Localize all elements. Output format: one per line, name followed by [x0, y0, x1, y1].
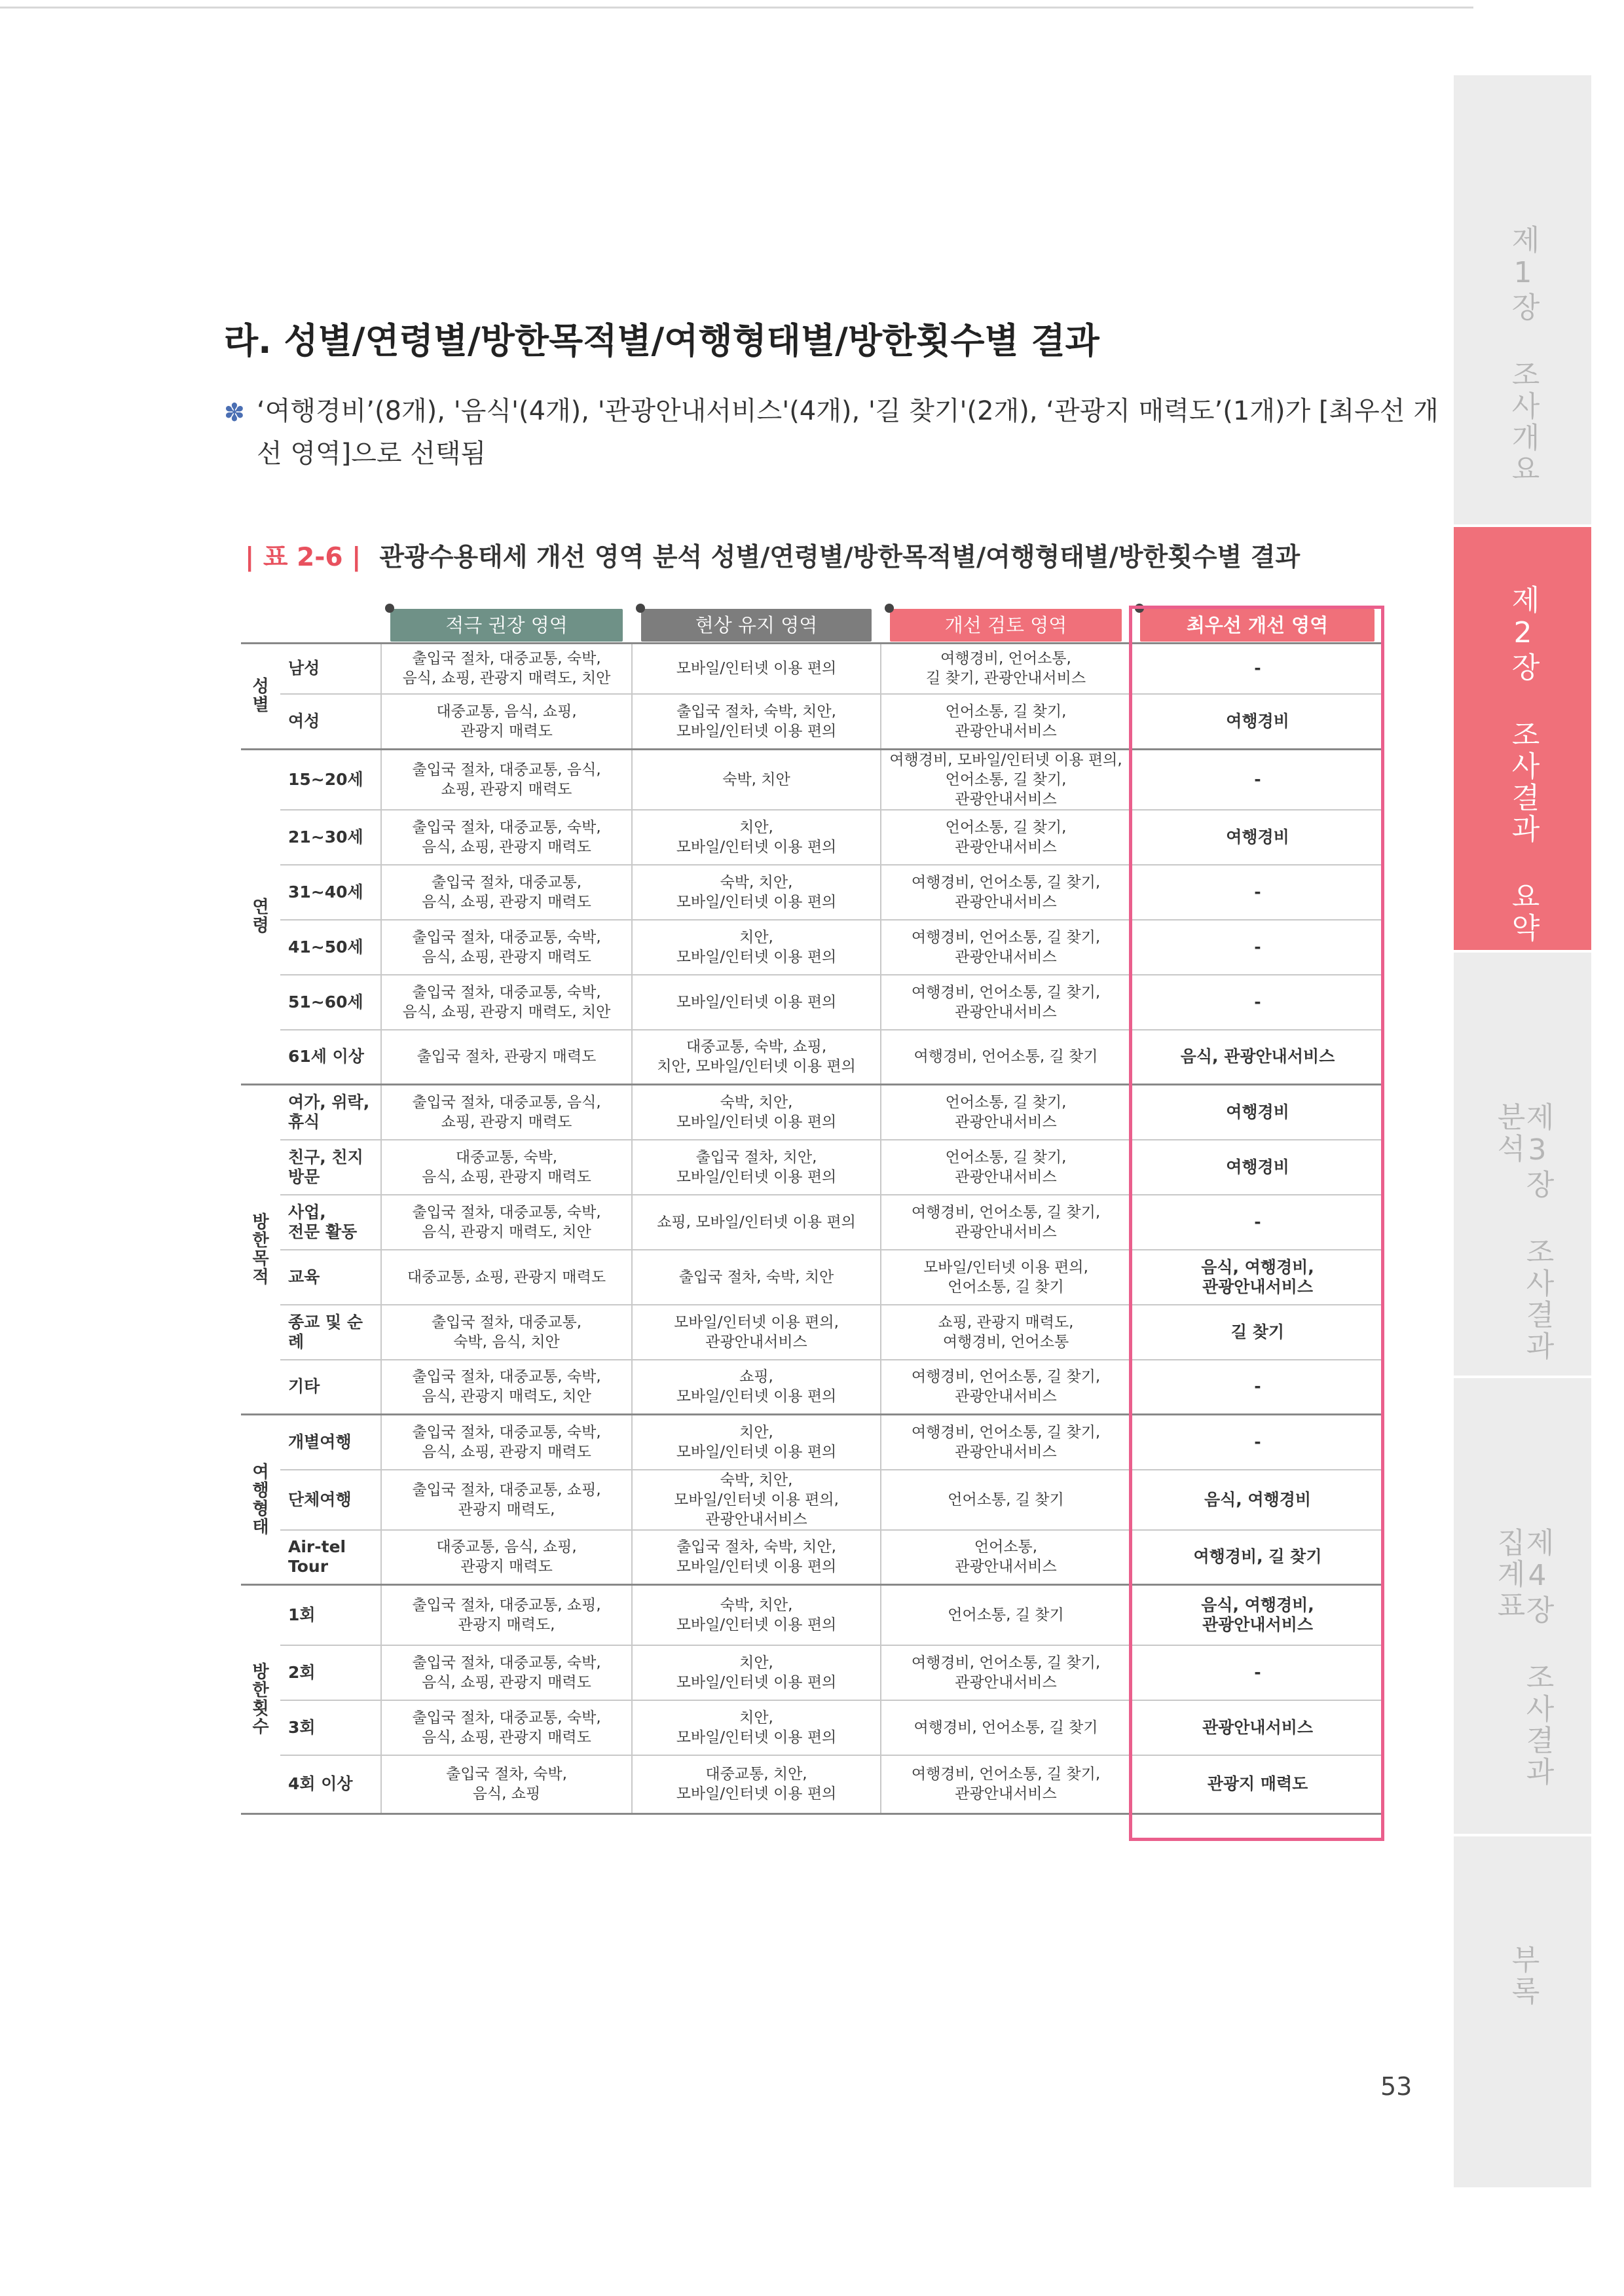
group-label-cell	[241, 749, 280, 1085]
row-category: 41~50세	[280, 920, 381, 975]
maintain-cell: 모바일/인터넷 이용 편의, 관광안내서비스	[632, 1305, 881, 1360]
row-category: 21~30세	[280, 810, 381, 865]
review-cell: 언어소통, 길 찾기	[881, 1470, 1131, 1530]
maintain-cell: 숙박, 치안, 모바일/인터넷 이용 편의	[632, 1585, 881, 1645]
maintain-cell: 치안, 모바일/인터넷 이용 편의	[632, 920, 881, 975]
page-number: 53	[1380, 2072, 1412, 2101]
row-category: 61세 이상	[280, 1030, 381, 1085]
group-label-cell	[241, 643, 280, 749]
chapter-tab-label: 제1장 조사개요	[1506, 225, 1540, 485]
header-cell	[381, 609, 632, 643]
row-category: 여성	[280, 694, 381, 749]
maintain-cell: 쇼핑, 모바일/인터넷 이용 편의	[632, 1195, 881, 1250]
recommend-cell: 출입국 절차, 대중교통, 숙박, 음식, 관광지 매력도, 치안	[381, 1195, 632, 1250]
priority-cell: 관광지 매력도	[1131, 1755, 1384, 1814]
review-cell: 언어소통, 길 찾기, 관광안내서비스	[881, 694, 1131, 749]
analysis-table-wrapper	[241, 609, 1384, 1815]
chapter-tab-1	[1454, 75, 1591, 527]
maintain-cell: 출입국 절차, 숙박, 치안, 모바일/인터넷 이용 편의	[632, 694, 881, 749]
chapter-tab-4	[1454, 1378, 1591, 1836]
row-category: 단체여행	[280, 1470, 381, 1530]
table-row	[241, 1250, 1384, 1305]
table-row	[241, 920, 1384, 975]
header-cell	[881, 609, 1131, 643]
recommend-cell: 출입국 절차, 대중교통, 숙박, 음식, 쇼핑, 관광지 매력도, 치안	[381, 975, 632, 1030]
table-header-row	[241, 609, 1384, 643]
recommend-cell: 출입국 절차, 대중교통, 쇼핑, 관광지 매력도,	[381, 1585, 632, 1645]
table-row	[241, 1585, 1384, 1645]
review-cell: 언어소통, 길 찾기, 관광안내서비스	[881, 1140, 1131, 1195]
priority-cell: 음식, 여행경비, 관광안내서비스	[1131, 1250, 1384, 1305]
chapter-tab-label: 부록	[1506, 1944, 1540, 2007]
priority-cell: 음식, 여행경비	[1131, 1470, 1384, 1530]
row-category: 3회	[280, 1700, 381, 1755]
priority-cell: -	[1131, 920, 1384, 975]
maintain-cell: 대중교통, 치안, 모바일/인터넷 이용 편의	[632, 1755, 881, 1814]
priority-cell: -	[1131, 975, 1384, 1030]
priority-cell: 여행경비	[1131, 1140, 1384, 1195]
table-row	[241, 1085, 1384, 1140]
maintain-cell: 치안, 모바일/인터넷 이용 편의	[632, 1415, 881, 1470]
row-category: 친구, 친지 방문	[280, 1140, 381, 1195]
review-cell: 여행경비, 언어소통, 길 찾기	[881, 1700, 1131, 1755]
priority-cell: 여행경비	[1131, 810, 1384, 865]
row-category: 개별여행	[280, 1415, 381, 1470]
table-row	[241, 1700, 1384, 1755]
review-cell: 언어소통, 길 찾기, 관광안내서비스	[881, 1085, 1131, 1140]
table-label: | 표 2-6 |	[245, 543, 361, 572]
maintain-cell: 치안, 모바일/인터넷 이용 편의	[632, 810, 881, 865]
review-cell: 쇼핑, 관광지 매력도, 여행경비, 언어소통	[881, 1305, 1131, 1360]
review-cell: 여행경비, 언어소통, 길 찾기, 관광안내서비스	[881, 643, 1131, 694]
group-label-cell	[241, 1415, 280, 1585]
recommend-cell: 출입국 절차, 대중교통, 쇼핑, 관광지 매력도,	[381, 1470, 632, 1530]
priority-cell: -	[1131, 865, 1384, 920]
review-cell: 모바일/인터넷 이용 편의, 언어소통, 길 찾기	[881, 1250, 1131, 1305]
row-category: 남성	[280, 643, 381, 694]
review-cell: 여행경비, 언어소통, 길 찾기, 관광안내서비스	[881, 975, 1131, 1030]
group-label: 여행형태	[252, 1462, 269, 1537]
row-category: 31~40세	[280, 865, 381, 920]
maintain-cell: 쇼핑, 모바일/인터넷 이용 편의	[632, 1360, 881, 1415]
row-category: 1회	[280, 1585, 381, 1645]
recommend-cell: 출입국 절차, 대중교통, 숙박, 음식, 쇼핑, 관광지 매력도	[381, 920, 632, 975]
chapter-tab-3	[1454, 953, 1591, 1378]
table-row	[241, 1305, 1384, 1360]
review-cell: 여행경비, 모바일/인터넷 이용 편의, 언어소통, 길 찾기, 관광안내서비스	[881, 749, 1131, 810]
table-row	[241, 749, 1384, 810]
table-row	[241, 1195, 1384, 1250]
header-review: 개선 검토 영역	[890, 609, 1122, 642]
review-cell: 언어소통, 길 찾기, 관광안내서비스	[881, 810, 1131, 865]
priority-cell: 여행경비	[1131, 1085, 1384, 1140]
recommend-cell: 출입국 절차, 관광지 매력도	[381, 1030, 632, 1085]
row-category: 15~20세	[280, 749, 381, 810]
row-category: 교육	[280, 1250, 381, 1305]
table-row	[241, 975, 1384, 1030]
header-recommend: 적극 권장 영역	[390, 609, 623, 642]
review-cell: 언어소통, 길 찾기	[881, 1585, 1131, 1645]
priority-cell: -	[1131, 643, 1384, 694]
priority-cell: 음식, 여행경비, 관광안내서비스	[1131, 1585, 1384, 1645]
recommend-cell: 출입국 절차, 대중교통, 숙박, 음식, 관광지 매력도, 치안	[381, 1360, 632, 1415]
review-cell: 여행경비, 언어소통, 길 찾기, 관광안내서비스	[881, 920, 1131, 975]
table-row	[241, 865, 1384, 920]
recommend-cell: 출입국 절차, 대중교통, 숙박, 음식, 쇼핑, 관광지 매력도	[381, 1700, 632, 1755]
group-label-cell	[241, 1085, 280, 1415]
recommend-cell: 출입국 절차, 대중교통, 숙박, 음식, 쇼핑, 관광지 매력도	[381, 1415, 632, 1470]
review-cell: 언어소통, 관광안내서비스	[881, 1530, 1131, 1585]
maintain-cell: 숙박, 치안, 모바일/인터넷 이용 편의, 관광안내서비스	[632, 1470, 881, 1530]
row-category: 여가, 위락, 휴식	[280, 1085, 381, 1140]
priority-cell: 여행경비, 길 찾기	[1131, 1530, 1384, 1585]
review-cell: 여행경비, 언어소통, 길 찾기	[881, 1030, 1131, 1085]
row-category: 기타	[280, 1360, 381, 1415]
row-category: Air-tel Tour	[280, 1530, 381, 1585]
table-caption-text: 관광수용태세 개선 영역 분석 성별/연령별/방한목적별/여행형태별/방한횟수별 결과	[379, 543, 1301, 572]
table-row	[241, 694, 1384, 749]
maintain-cell: 출입국 절차, 치안, 모바일/인터넷 이용 편의	[632, 1140, 881, 1195]
maintain-cell: 숙박, 치안, 모바일/인터넷 이용 편의	[632, 1085, 881, 1140]
group-label-cell	[241, 1585, 280, 1814]
header-priority: 최우선 개선 영역	[1140, 609, 1375, 642]
top-rule	[0, 7, 1473, 9]
chapter-tab-5	[1454, 1836, 1591, 2190]
review-cell: 여행경비, 언어소통, 길 찾기, 관광안내서비스	[881, 1645, 1131, 1700]
maintain-cell: 치안, 모바일/인터넷 이용 편의	[632, 1645, 881, 1700]
chapter-tab-2	[1454, 527, 1591, 953]
priority-cell: -	[1131, 749, 1384, 810]
group-label: 연령	[252, 898, 269, 936]
row-category: 사업, 전문 활동	[280, 1195, 381, 1250]
table-row	[241, 1755, 1384, 1814]
maintain-cell: 치안, 모바일/인터넷 이용 편의	[632, 1700, 881, 1755]
chapter-tab-label: 제3장 조사결과 분석	[1492, 1102, 1554, 1362]
review-cell: 여행경비, 언어소통, 길 찾기, 관광안내서비스	[881, 1360, 1131, 1415]
maintain-cell: 모바일/인터넷 이용 편의	[632, 643, 881, 694]
review-cell: 여행경비, 언어소통, 길 찾기, 관광안내서비스	[881, 1415, 1131, 1470]
header-spacer	[241, 609, 280, 643]
group-label: 방한목적	[252, 1212, 269, 1287]
maintain-cell: 출입국 절차, 숙박, 치안, 모바일/인터넷 이용 편의	[632, 1530, 881, 1585]
maintain-cell: 숙박, 치안, 모바일/인터넷 이용 편의	[632, 865, 881, 920]
summary-bullet	[224, 390, 1442, 475]
table-row	[241, 1415, 1384, 1470]
priority-cell: 음식, 관광안내서비스	[1131, 1030, 1384, 1085]
section-title: 라. 성별/연령별/방한목적별/여행형태별/방한횟수별 결과	[224, 320, 1099, 361]
recommend-cell: 출입국 절차, 대중교통, 숙박, 음식, 쇼핑, 관광지 매력도	[381, 1645, 632, 1700]
table-row	[241, 1470, 1384, 1530]
row-category: 종교 및 순례	[280, 1305, 381, 1360]
priority-cell: -	[1131, 1360, 1384, 1415]
recommend-cell: 출입국 절차, 대중교통, 음식, 쇼핑, 관광지 매력도	[381, 1085, 632, 1140]
recommend-cell: 출입국 절차, 대중교통, 음식, 쇼핑, 관광지 매력도	[381, 865, 632, 920]
priority-cell: 길 찾기	[1131, 1305, 1384, 1360]
maintain-cell: 출입국 절차, 숙박, 치안	[632, 1250, 881, 1305]
recommend-cell: 대중교통, 음식, 쇼핑, 관광지 매력도	[381, 1530, 632, 1585]
priority-cell: -	[1131, 1195, 1384, 1250]
recommend-cell: 출입국 절차, 숙박, 음식, 쇼핑	[381, 1755, 632, 1814]
group-label: 성별	[252, 677, 269, 715]
table-row	[241, 1140, 1384, 1195]
chapter-sidebar	[1454, 75, 1591, 2190]
recommend-cell: 대중교통, 숙박, 음식, 쇼핑, 관광지 매력도	[381, 1140, 632, 1195]
analysis-table	[241, 609, 1384, 1815]
header-cell	[632, 609, 881, 643]
chapter-tab-label: 제4장 조사결과 집계표	[1492, 1527, 1554, 1788]
bullet-text: ‘여행경비’(8개), '음식'(4개), '관광안내서비스'(4개), '길 찾기'(2개), ‘관광지 매력도’(1개)가 [최우선 개선 영역]으로 선택됨	[257, 396, 1439, 469]
priority-cell: -	[1131, 1415, 1384, 1470]
table-row	[241, 1360, 1384, 1415]
header-cell	[1131, 609, 1384, 643]
priority-cell: -	[1131, 1645, 1384, 1700]
table-row	[241, 810, 1384, 865]
recommend-cell: 출입국 절차, 대중교통, 숙박, 음식, 쇼핑, 관광지 매력도	[381, 810, 632, 865]
priority-cell: 관광안내서비스	[1131, 1700, 1384, 1755]
header-maintain: 현상 유지 영역	[641, 609, 872, 642]
table-caption	[245, 537, 1300, 574]
recommend-cell: 출입국 절차, 대중교통, 숙박, 음식, 치안	[381, 1305, 632, 1360]
table-row	[241, 1645, 1384, 1700]
maintain-cell: 숙박, 치안	[632, 749, 881, 810]
table-row	[241, 1530, 1384, 1585]
recommend-cell: 출입국 절차, 대중교통, 숙박, 음식, 쇼핑, 관광지 매력도, 치안	[381, 643, 632, 694]
row-category: 4회 이상	[280, 1755, 381, 1814]
row-category: 2회	[280, 1645, 381, 1700]
recommend-cell: 대중교통, 쇼핑, 관광지 매력도	[381, 1250, 632, 1305]
review-cell: 여행경비, 언어소통, 길 찾기, 관광안내서비스	[881, 1755, 1131, 1814]
recommend-cell: 대중교통, 음식, 쇼핑, 관광지 매력도	[381, 694, 632, 749]
review-cell: 여행경비, 언어소통, 길 찾기, 관광안내서비스	[881, 865, 1131, 920]
table-row	[241, 643, 1384, 694]
recommend-cell: 출입국 절차, 대중교통, 음식, 쇼핑, 관광지 매력도	[381, 749, 632, 810]
row-category: 51~60세	[280, 975, 381, 1030]
maintain-cell: 모바일/인터넷 이용 편의	[632, 975, 881, 1030]
maintain-cell: 대중교통, 숙박, 쇼핑, 치안, 모바일/인터넷 이용 편의	[632, 1030, 881, 1085]
header-spacer	[280, 609, 381, 643]
group-label: 방한횟수	[252, 1662, 269, 1737]
table-row	[241, 1030, 1384, 1085]
priority-cell: 여행경비	[1131, 694, 1384, 749]
review-cell: 여행경비, 언어소통, 길 찾기, 관광안내서비스	[881, 1195, 1131, 1250]
bullet-icon: ✽	[224, 398, 245, 427]
chapter-tab-label: 제2장 조사결과 요약	[1506, 585, 1540, 944]
